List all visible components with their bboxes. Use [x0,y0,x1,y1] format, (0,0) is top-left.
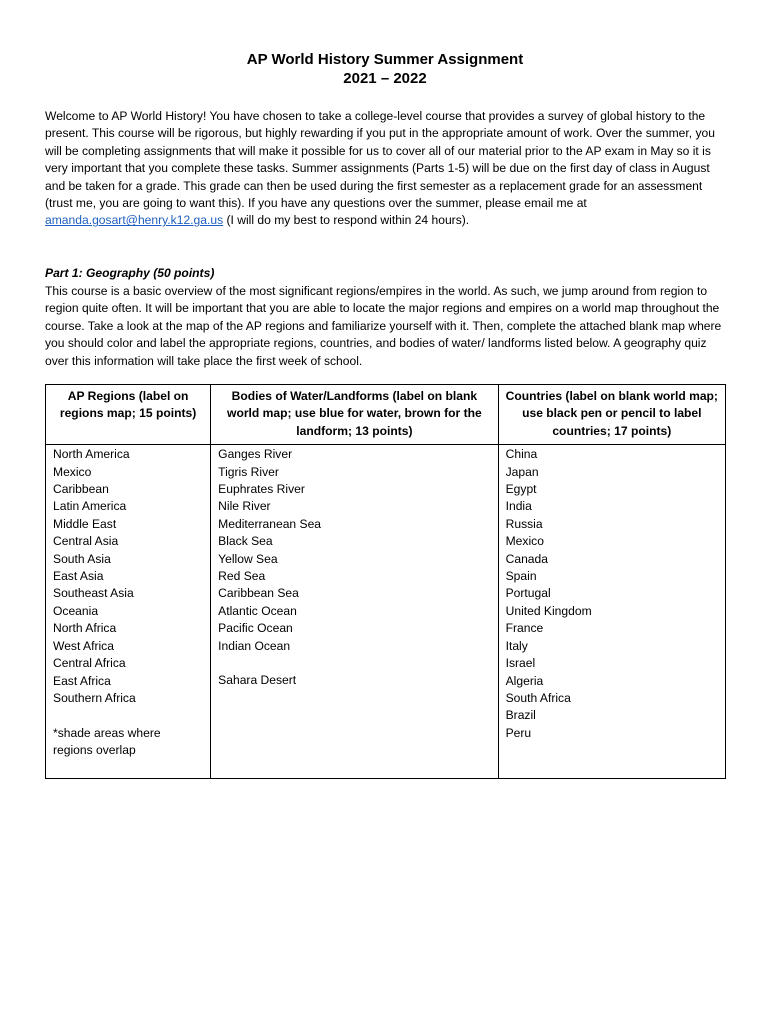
regions-note: *shade areas where regions overlap [53,725,161,758]
water-item: Red Sea [218,569,266,584]
country-item: Peru [505,725,532,740]
regions-cell [46,445,211,778]
table-row [46,445,726,778]
region-item: Central Africa [53,656,126,671]
region-item: Caribbean [53,482,109,497]
region-item: Latin America [53,499,127,514]
country-item: Portugal [505,586,551,601]
countries-cell [498,445,725,778]
region-item: Southern Africa [53,690,136,705]
spacer [53,707,203,724]
region-item: Mexico [53,464,92,479]
country-item: South Africa [505,690,571,705]
water-item: Black Sea [218,534,273,549]
water-item: Ganges River [218,447,293,462]
water-item: Yellow Sea [218,551,278,566]
region-item: North Africa [53,621,117,636]
water-item: Nile River [218,499,271,514]
region-item: Central Asia [53,534,119,549]
water-item: Pacific Ocean [218,621,293,636]
country-item: India [505,499,532,514]
table-header-row [46,385,726,445]
country-item: United Kingdom [505,603,592,618]
region-item: Middle East [53,516,117,531]
region-item: Southeast Asia [53,586,134,601]
water-item: Atlantic Ocean [218,603,297,618]
country-item: Israel [505,656,536,671]
country-item: Mexico [505,534,544,549]
email-link[interactable]: amanda.gosart@henry.k12.ga.us [45,213,224,228]
region-item: North America [53,447,130,462]
title-line-2: 2021 – 2022 [343,70,427,87]
waters-list [218,446,490,655]
water-item: Euphrates River [218,482,305,497]
intro-paragraph [45,108,727,230]
region-item: Oceania [53,603,99,618]
water-item: Indian Ocean [218,638,291,653]
country-item: Spain [505,569,537,584]
part-1-paragraph: This course is a basic overview of the most significant regions/empires in the world. As such, we jump around from region to region quite often. It will be important that you are able to locate the major regions and empires on a world map throughout the course. Take a look at the map of the AP regions and familiarize yourself with it. Then, complete the attached blank map where you should color and label the appropriate regions, countries, and bodies of water/ landforms listed below. A geography quiz over this information will take place the first week of school. [45,284,722,368]
landform-item: Sahara Desert [218,673,297,688]
countries-list [506,446,718,742]
region-item: East Asia [53,569,104,584]
water-item: Mediterranean Sea [218,516,322,531]
region-item: South Asia [53,551,111,566]
header-countries: Countries (label on blank world map; use black pen or pencil to label countries; 17 points) [498,385,725,445]
spacer [218,655,490,672]
document-title [0,50,770,88]
country-item: Italy [505,638,528,653]
intro-text-end: (I will do my best to respond within 24 hours). [223,213,470,228]
country-item: Egypt [505,482,537,497]
header-ap-regions: AP Regions (label on regions map; 15 points) [46,385,211,445]
country-item: Canada [505,551,548,566]
region-item: East Africa [53,673,111,688]
water-item: Caribbean Sea [218,586,299,601]
water-item: Tigris River [218,464,279,479]
region-item: West Africa [53,638,114,653]
country-item: France [505,621,544,636]
country-item: Russia [505,516,543,531]
country-item: Brazil [505,708,536,723]
regions-list [53,446,203,707]
geography-table [45,384,726,779]
part-1-heading: Part 1: Geography (50 points) [45,266,215,280]
country-item: China [505,447,538,462]
intro-text: Welcome to AP World History! You have chosen to take a college-level course that provides a survey of global history to the present. This course will be rigorous, but highly rewarding if you put in the appropriate amount of work. Over the summer, you will be completing assignments that will make it possible for us to cover all of our material prior to the AP exam in May so it is very important that you complete these tasks. Summer assignments (Parts 1-5) will be due on the first day of class in August and be taken for a grade. This grade can then be used during the first semester as a replacement grade for an assessment (trust me, you are going to want this). If you have any questions over the summer, please email me at [45,109,715,211]
title-line-1: AP World History Summer Assignment [246,51,524,68]
header-bodies-of-water: Bodies of Water/Landforms (label on blank world map; use blue for water, brown for the landform; 13 points) [211,385,498,445]
waters-cell [211,445,498,778]
country-item: Japan [505,464,539,479]
country-item: Algeria [505,673,544,688]
